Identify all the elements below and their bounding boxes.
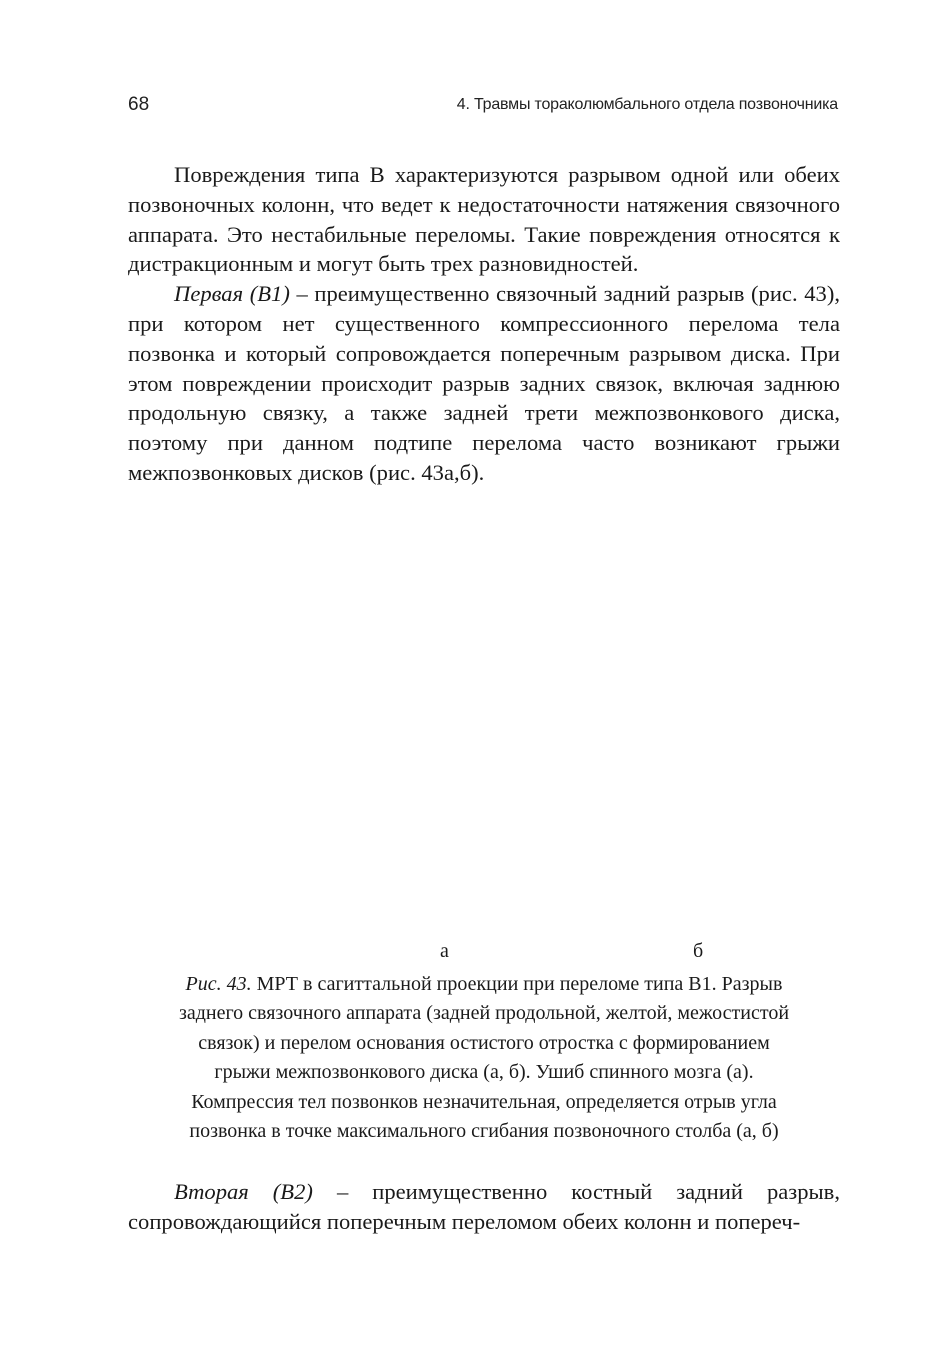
paragraph-text: – преимущественно костный задний разрыв, сопровождающийся поперечным переломом обеих колонн и попереч- <box>128 1179 840 1234</box>
paragraph-lead-b2: Вторая (В2) <box>174 1179 313 1204</box>
caption-line: Компрессия тел позвонков незначительная, определяется отрыв угла <box>191 1090 777 1113</box>
caption-line: грыжи межпозвонкового диска (а, б). Ушиб спинного мозга (а). <box>214 1061 754 1084</box>
body-text-bottom <box>128 1177 840 1237</box>
caption-line: заднего связочного аппарата (задней продольной, желтой, межостистой <box>178 1002 790 1025</box>
figure-label-a: а <box>440 940 449 962</box>
caption-lead: Рис. 43. <box>185 973 252 995</box>
caption-line: Рис. 43. МРТ в сагиттальной проекции при переломе типа В1. Разрыв <box>185 973 783 995</box>
paragraph-text: Повреждения типа В характеризуются разрывом одной или обеих позвоночных колонн, что ведет к недостаточности натяжения связочного аппарата. Это нестабильные переломы. Такие повреждения относятся к дистракционным и могут быть трех разновидностей. <box>128 162 840 277</box>
body-text-top <box>128 160 840 488</box>
paragraph-b2 <box>128 1177 840 1237</box>
figure-label-b: б <box>693 940 704 962</box>
page-number: 68 <box>128 94 150 115</box>
figure-caption <box>128 970 840 1146</box>
paragraph-text: – преимущественно связочный задний разрыв (рис. 43), при котором нет существенного компрессионного перелома тела позвонка и который сопровождается поперечным разрывом диска. При этом повреждении происходит разрыв задних связок, включая заднюю продольную связку, а также задней трети межпозвонкового диска, поэтому при данном подтипе перелома часто возникают грыжи межпозвонковых дисков (рис. 43а,б). <box>128 281 840 485</box>
caption-line: позвонка в точке максимального сгибания позвоночного столба (а, б) <box>189 1120 779 1143</box>
paragraph-lead-b1: Первая (В1) <box>174 281 290 307</box>
paragraph-type-b-intro <box>128 160 840 279</box>
caption-line: связок) и перелом основания остистого отростка с формированием <box>198 1031 770 1054</box>
figure-43-image-area <box>128 525 840 935</box>
page-header <box>128 94 838 120</box>
paragraph-b1 <box>128 279 840 488</box>
running-title: 4. Травмы тораколюмбального отдела позвоночника <box>456 96 838 113</box>
